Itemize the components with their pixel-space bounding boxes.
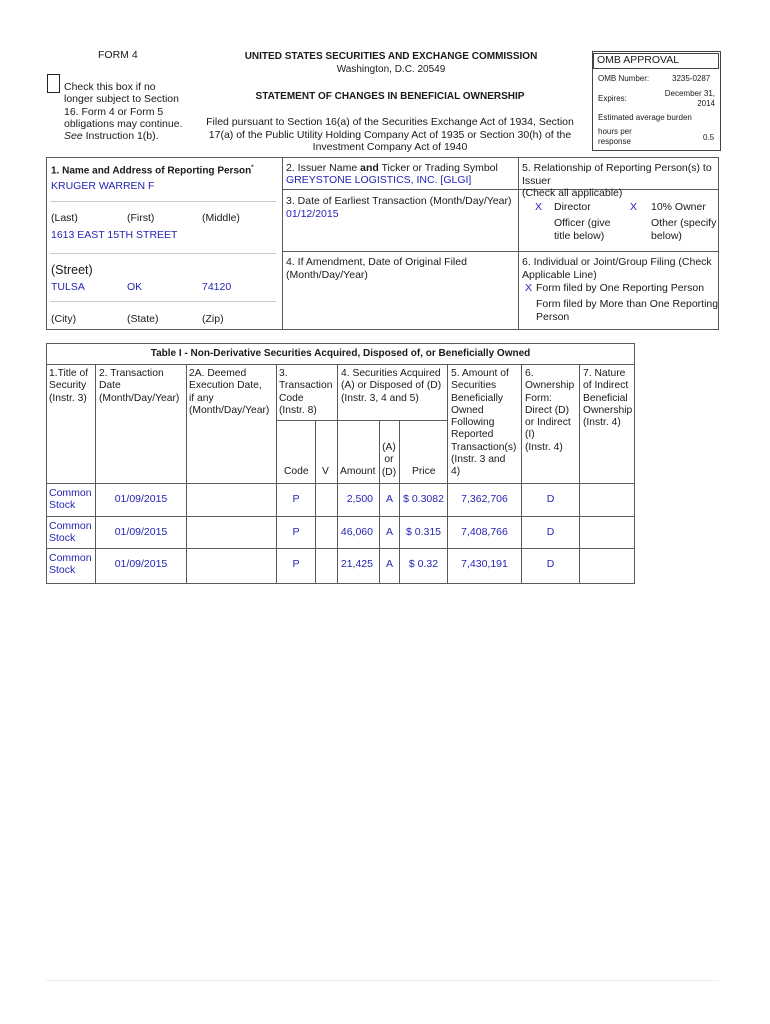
cell-amount: 21,425 [340, 558, 373, 570]
cell-owned: 7,362,706 [461, 493, 508, 505]
subheader-a-or-d: (A) or (D) [381, 442, 397, 478]
cell-aord: A [385, 526, 393, 538]
director-label: Director [554, 201, 591, 213]
cell-form: D [546, 558, 555, 570]
ten-percent-owner-checkmark[interactable]: X [630, 201, 638, 213]
more-reporting-persons-label: Form filed by More than One Reporting Person [536, 298, 719, 323]
box4-heading: 4. If Amendment, Date of Original Filed (Month/Day/Year) [286, 256, 467, 281]
cell-owned: 7,408,766 [461, 526, 508, 538]
box6-heading: 6. Individual or Joint/Group Filing (Check Applicable Line) [522, 256, 712, 281]
cell-date: 01/09/2015 [114, 558, 168, 570]
reporting-person-name: KRUGER WARREN F [51, 180, 155, 192]
first-label: (First) [127, 212, 155, 224]
no-longer-subject-checkbox[interactable] [47, 74, 60, 93]
omb-expires-value: December 31, 2014 [664, 89, 715, 108]
subheader-amount: Amount [340, 466, 376, 477]
cell-code: P [292, 558, 300, 570]
cell-owned: 7,430,191 [461, 558, 508, 570]
cell-form: D [546, 493, 555, 505]
col-header-amount-owned: 5. Amount of Securities Beneficially Owned Following Reported Transaction(s) (Instr. 3 and 4) [451, 368, 517, 478]
statement-title: STATEMENT OF CHANGES IN BENEFICIAL OWNERSHIP [255, 91, 525, 102]
state-label: (State) [127, 313, 159, 325]
col-header-deemed-date: 2A. Deemed Execution Date, if any (Month/Day/Year) [189, 368, 270, 416]
omb-approval-title: OMB APPROVAL [593, 53, 719, 69]
agency-city: Washington, D.C. 20549 [336, 64, 446, 75]
cell-form: D [546, 526, 555, 538]
checkbox-instruction-text: Check this box if no longer subject to Section 16. Form 4 or Form 5 obligations may continue. See Instruction 1(b). [64, 81, 183, 143]
director-checkmark[interactable]: X [535, 201, 543, 213]
one-reporting-person-label: Form filed by One Reporting Person [536, 282, 705, 294]
state-value: OK [127, 281, 143, 293]
omb-expires-label: Expires: [598, 94, 627, 103]
box5-heading: 5. Relationship of Reporting Person(s) to Issuer [522, 162, 712, 187]
box2-heading: 2. Issuer Name and Ticker or Trading Symbol [286, 162, 498, 174]
subheader-price: Price [412, 466, 436, 477]
omb-number-value: 3235-0287 [672, 74, 711, 83]
omb-hours-value: 0.5 [703, 133, 715, 142]
street-label: (Street) [51, 263, 93, 277]
omb-hours-label: hours per response [598, 127, 632, 146]
security-title: Common Stock [49, 487, 92, 512]
cell-date: 01/09/2015 [114, 526, 168, 538]
zip-label: (Zip) [202, 313, 224, 325]
city-label: (City) [51, 313, 77, 325]
cell-aord: A [385, 493, 393, 505]
subheader-v: V [322, 466, 329, 477]
last-label: (Last) [51, 212, 78, 224]
col-header-ownership-form: 6. Ownership Form: Direct (D) or Indirect (I) (Instr. 4) [525, 368, 575, 453]
col-header-transaction-code: 3. Transaction Code (Instr. 8) [279, 368, 333, 416]
security-title: Common Stock [49, 520, 92, 545]
col-header-nature-indirect: 7. Nature of Indirect Beneficial Ownership (Instr. 4) [583, 368, 633, 429]
cell-amount: 46,060 [340, 526, 373, 538]
zip-value: 74120 [202, 281, 232, 293]
agency-name: UNITED STATES SECURITIES AND EXCHANGE COMMISSION [244, 51, 538, 62]
ten-percent-owner-label: 10% Owner [651, 201, 706, 213]
col-header-transaction-date: 2. Transaction Date (Month/Day/Year) [99, 368, 180, 404]
issuer-name-ticker: GREYSTONE LOGISTICS, INC. [GLGI] [286, 174, 472, 186]
officer-label: Officer (give title below) [554, 217, 611, 242]
box1-heading: 1. Name and Address of Reporting Person* [51, 165, 254, 177]
one-reporting-person-checkmark[interactable]: X [525, 282, 533, 294]
filing-pursuant-text: Filed pursuant to Section 16(a) of the Securities Exchange Act of 1934, Section 17(a) of the Public Utility Holding Company Act of 1935 or Section 30(h) of the Investment Company Act of 1940 [206, 116, 574, 153]
cell-code: P [292, 526, 300, 538]
cell-amount: 2,500 [346, 493, 373, 505]
omb-burden-label: Estimated average burden [598, 113, 692, 122]
street-address: 1613 EAST 15TH STREET [51, 229, 178, 241]
form-title: FORM 4 [98, 49, 138, 61]
other-label: Other (specify below) [651, 217, 717, 242]
cell-price: $ 0.3082 [403, 493, 444, 505]
cell-aord: A [385, 558, 393, 570]
cell-price: $ 0.315 [405, 526, 442, 538]
security-title: Common Stock [49, 552, 92, 577]
middle-label: (Middle) [202, 212, 240, 224]
city-value: TULSA [51, 281, 85, 293]
omb-number-label: OMB Number: [598, 74, 650, 83]
col-header-title: 1.Title of Security (Instr. 3) [49, 368, 89, 404]
subheader-code: Code [284, 466, 309, 477]
col-header-securities-acquired: 4. Securities Acquired (A) or Disposed of (D) (Instr. 3, 4 and 5) [341, 368, 442, 404]
earliest-transaction-date: 01/12/2015 [286, 208, 339, 220]
cell-code: P [292, 493, 300, 505]
table1-title: Table I - Non-Derivative Securities Acquired, Disposed of, or Beneficially Owned [150, 348, 531, 359]
box3-heading: 3. Date of Earliest Transaction (Month/Day/Year) [286, 195, 512, 207]
check-all-applicable: (Check all applicable) [522, 187, 623, 199]
cell-date: 01/09/2015 [114, 493, 168, 505]
cell-price: $ 0.32 [408, 558, 439, 570]
